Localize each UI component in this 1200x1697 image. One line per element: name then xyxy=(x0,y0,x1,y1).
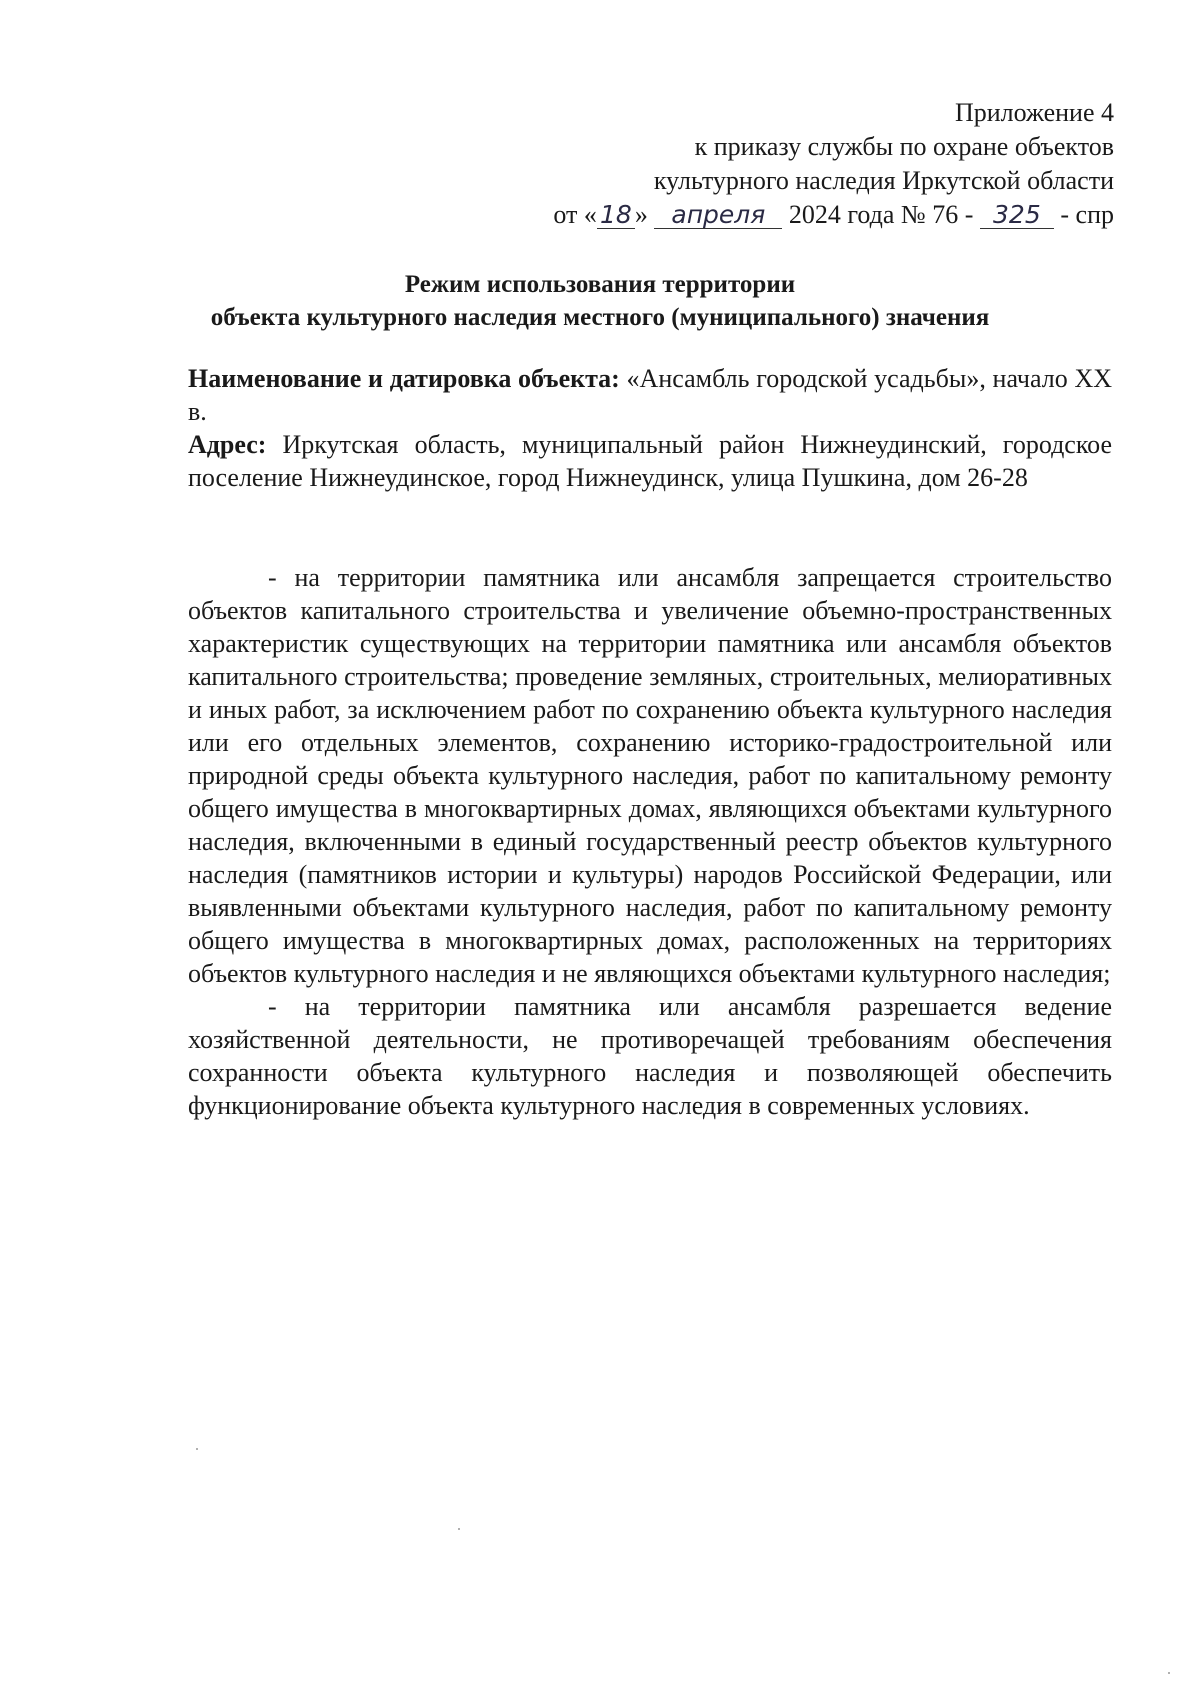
scan-speck xyxy=(458,1528,460,1530)
document-title xyxy=(100,268,1100,334)
title-line-1: Режим использования территории xyxy=(404,271,796,298)
date-prefix: от « xyxy=(553,200,597,229)
appendix-number: Приложение 4 xyxy=(954,98,1114,127)
handwritten-day: 18 xyxy=(597,202,635,229)
object-name-label: Наименование и датировка объекта: xyxy=(188,364,620,393)
appendix-date-line xyxy=(414,198,1114,232)
rule-permitted: - на территории памятника или ансамбля разрешается ведение хозяйственной деятельности, не противоречащей требованиям обеспечения сохранности объекта культурного наследия и позволяющей обеспечить функционирование объекта культурного наследия в современных условиях. xyxy=(188,992,1112,1120)
appendix-order-ref: к приказу службы по охране объектов xyxy=(694,132,1114,161)
rule-prohibited: - на территории памятника или ансамбля запрещается строительство объектов капитального строительства и увеличение объемно-пространственных характеристик существующих на территории памятника или ансамбля объектов капитального строительства; проведение земляных, строительных, мелиоративных и иных работ, за исключением работ по сохранению объекта культурного наследия или его отдельных элементов, сохранению историко-градостроительной или природной среды объекта культурного наследия, работ по капитальному ремонту общего имущества в многоквартирных домах, являющихся объектами культурного наследия, включенными в единый государственный реестр объектов культурного наследия (памятников истории и культуры) народов Российской Федерации, или выявленными объектами культурного наследия, работ по капитальному ремонту общего имущества в многоквартирных домах, расположенных на территориях объектов культурного наследия и не являющихся объектами культурного наследия; xyxy=(188,563,1112,988)
usage-rules xyxy=(188,561,1112,1122)
object-address-paragraph xyxy=(188,428,1112,494)
scan-speck xyxy=(196,1448,198,1450)
scan-speck xyxy=(1168,1672,1170,1674)
object-name-paragraph xyxy=(188,362,1112,428)
object-name-value: «Ансамбль городской усадьбы», начало XX в. xyxy=(188,364,1113,426)
order-suffix: - спр xyxy=(1060,200,1114,229)
date-year-text: 2024 года № 76 - xyxy=(788,200,974,229)
appendix-header xyxy=(414,96,1114,232)
object-address-label: Адрес: xyxy=(188,430,267,459)
handwritten-order-number: 325 xyxy=(980,202,1054,229)
object-address-value: Иркутская область, муниципальный район Нижнеудинский, городское поселение Нижнеудинское, город Нижнеудинск, улица Пушкина, дом 26-28 xyxy=(188,430,1113,492)
object-details xyxy=(188,362,1112,494)
title-line-2: объекта культурного наследия местного (муниципального) значения xyxy=(210,304,990,331)
handwritten-month: апреля xyxy=(654,202,782,229)
date-mid: » xyxy=(634,200,648,229)
appendix-authority: культурного наследия Иркутской области xyxy=(653,166,1114,195)
